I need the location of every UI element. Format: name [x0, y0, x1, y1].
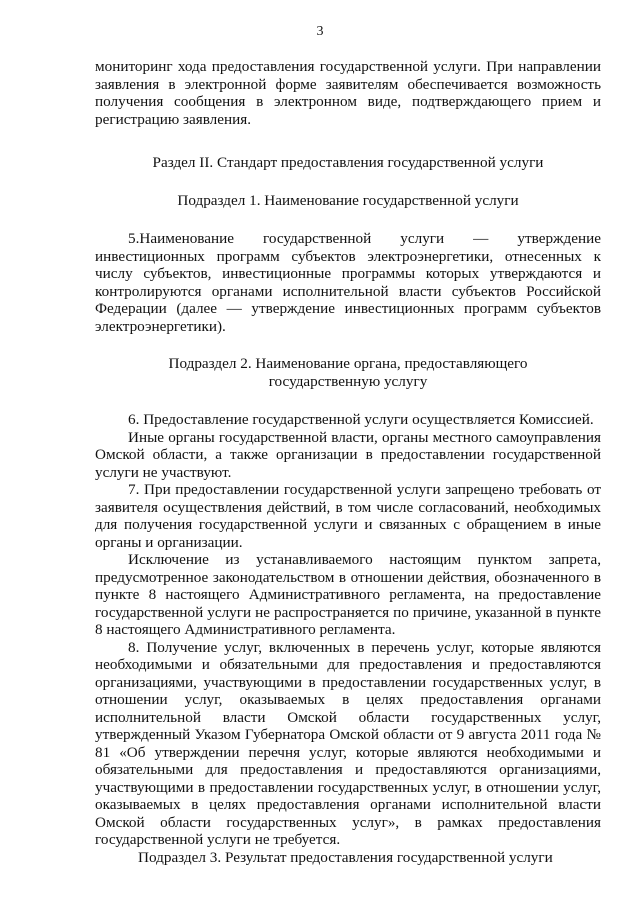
subsection-3-title: Подраздел 3. Результат предоставления государственной услуги [138, 848, 553, 866]
paragraph-item-5: 5.Наименование государственной услуги — утверждение инвестиционных программ субъектов электроэнергетики, отнесенных к числу субъектов, инвестиционные программы которых утверждаются и контролируются органами исполнительной власти субъектов Российской Федерации (далее — утверждение инвестиционных программ субъектов электроэнергетики). [95, 230, 601, 335]
paragraph-intro: мониторинг хода предоставления государственной услуги. При направлении заявления в электронной форме заявителям обеспечивается возможность получения сообщения в электронном виде, подтверждающего прием и регистрацию заявления. [95, 58, 601, 128]
paragraph-item-8: 8. Получение услуг, включенных в перечень услуг, которые являются необходимыми и обязательными для предоставления и предоставляются организациями, участвующими в предоставлении государственных услуг, в отношении услуг, оказываемых в целях предоставления органами исполнительной власти Омской области государственных услуг, утвержденный Указом Губернатора Омской области от 9 августа 2011 года № 81 «Об утверждении перечня услуг, которые являются необходимыми и обязательными для предоставления и предоставляются организациями, участвующими в предоставлении государственных услуг, в отношении услуг, оказываемых в целях предоставления органами исполнительной власти Омской области государственных услуг», в рамках предоставления государственной услуги не требуется. [95, 638, 601, 848]
page-number: 3 [316, 24, 324, 39]
paragraph-item-6-continued: Иные органы государственной власти, органы местного самоуправления Омской области, а также организации в предоставлении государственной услуги не участвуют. [95, 428, 601, 481]
subsection-1-title: Подраздел 1. Наименование государственной услуги [177, 191, 519, 209]
paragraph-item-7: 7. При предоставлении государственной услуги запрещено требовать от заявителя осуществления действий, в том числе согласований, необходимых для получения государственной услуги и связанных с обращением в иные органы и организации. [95, 481, 601, 551]
paragraph-item-6: 6. Предоставление государственной услуги осуществляется Комиссией. [128, 411, 594, 428]
document-body [95, 58, 601, 866]
section-2-title: Раздел II. Стандарт предоставления государственной услуги [152, 154, 544, 171]
subsection-2-title: Подраздел 2. Наименование органа, предоставляющего государственную услугу [168, 355, 528, 390]
paragraph-item-7-exception: Исключение из устанавливаемого настоящим пунктом запрета, предусмотренное законодательством в отношении действия, обозначенного в пункте 8 настоящего Административного регламента, на предоставление государственной услуги не распространяется по причине, указанной в пункте 8 настоящего Административного регламента. [95, 551, 601, 638]
